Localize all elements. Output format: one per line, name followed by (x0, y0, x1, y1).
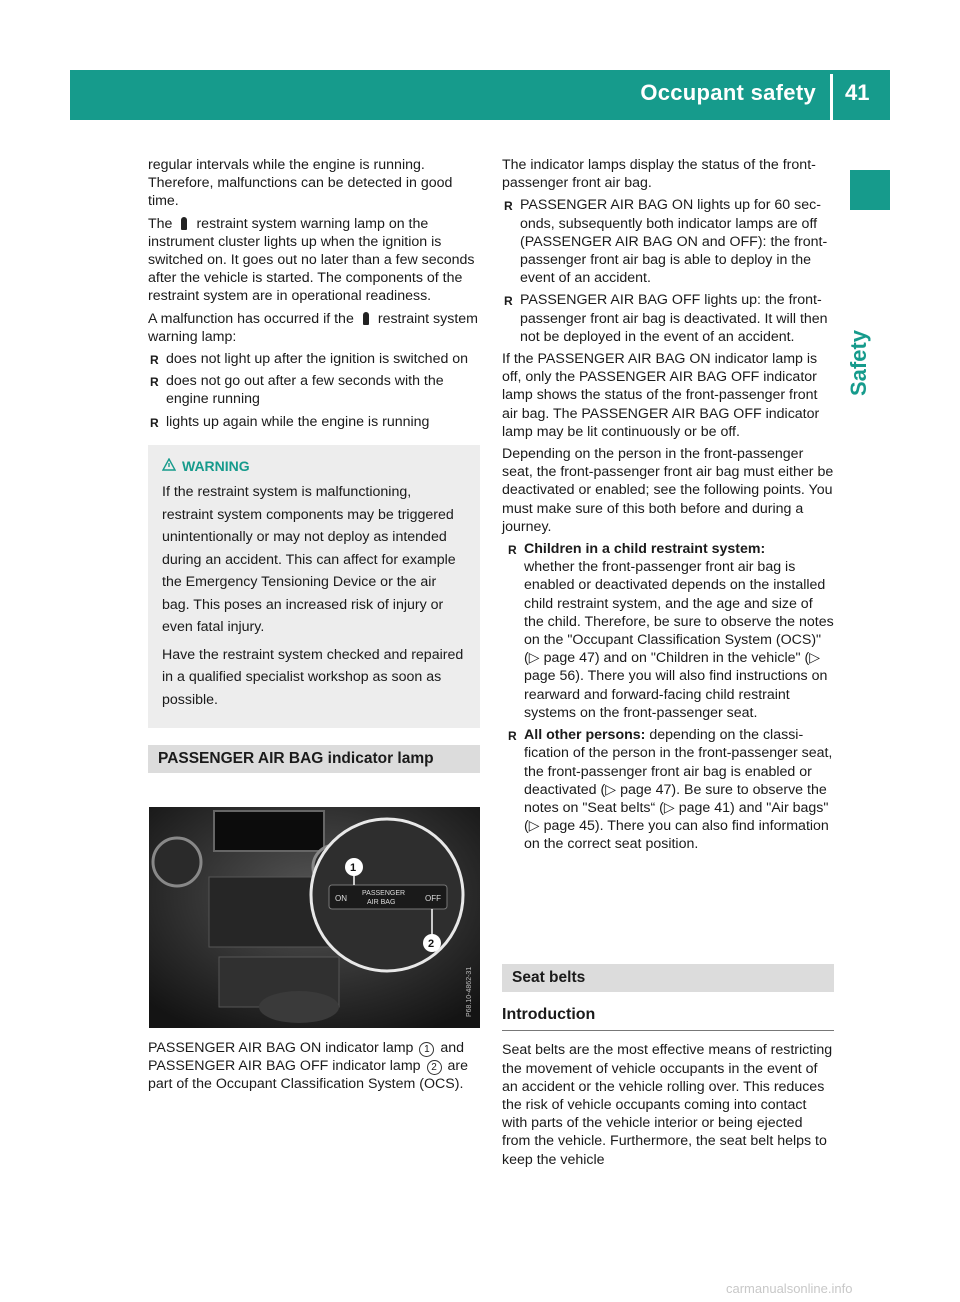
caption-text (148, 1039, 480, 1094)
list-item-title: Children in a child restraint system: (524, 541, 766, 558)
warning-box (148, 445, 480, 728)
watermark: carmanualsonline.info (726, 1281, 853, 1296)
text: PASSENGER AIR BAG ON indicator lamp (148, 1040, 414, 1056)
warning-text: If the restraint system is malfunctioning, restraint system components may be triggered unintentionally or may not deploy as intended during an accident. This can affect for example the Emergency Tensioning Device or the air bag. This poses an increased risk of injury or even fatal injury. (162, 484, 456, 636)
list-item: R does not go out after a few seconds with the engine running (148, 372, 480, 408)
callout-1: 1 (350, 862, 357, 874)
header-bar (70, 70, 890, 120)
side-tab (846, 329, 886, 397)
callout-ref-1: 1 (419, 1042, 434, 1057)
list-item: R PASSENGER AIR BAG ON lights up for 60 seconds, subsequently both indicator lamps are off (PASSENGER AIR BAG ON and OFF): the front-passenger front air bag is able to deploy in the event of an accident. (502, 196, 834, 287)
list-item-title: All other persons: (524, 727, 646, 744)
warning-title: WARNING (182, 457, 250, 474)
list-item (506, 726, 834, 853)
paragraph: The indicator lamps display the status of the front-passenger front air bag. (502, 157, 816, 192)
list-item: R PASSENGER AIR BAG OFF lights up: the front-passenger front air bag is deactivated. It will then not be deployed in the event of an accident. (502, 291, 834, 346)
dashboard-photo (149, 807, 480, 1028)
paragraph: Depending on the person in the front-passenger seat, the front-passenger front air bag must either be deactivated or enabled; see the following points. You must make sure of this both before and during a journey. (502, 446, 834, 535)
side-marker (850, 170, 890, 210)
photo-code: P68.10-4862-31 (466, 966, 473, 1017)
side-tab-label: Safety (846, 329, 872, 397)
panel-off-label: OFF (425, 894, 441, 903)
left-section (148, 745, 480, 773)
list-item: R does not light up after the ignition is switched on (148, 350, 480, 368)
panel-text-1: PASSENGER (362, 890, 406, 897)
text: A malfunction has occurred if the (148, 310, 354, 327)
list-item-text: whether the front-passenger front air bag is enabled or deactivated depends on the installed child restraint system, and the age and size of the child. Therefore, be sure to observe the notes on the "Occupant Classification System (OCS)" (▷ page 47) and on "Children in the vehicle" (▷ page 56). There you will also find instructions on rearward and forward-facing child restraint systems on the front-passenger seat. (524, 559, 834, 721)
text: restraint system warning lamp: (148, 310, 478, 345)
list-item (506, 540, 834, 722)
panel-text-2: AIR BAG (367, 899, 396, 906)
seat-belts-section (502, 964, 834, 1173)
paragraph: If the PASSENGER AIR BAG ON indicator lamp is off, only the PASSENGER AIR BAG OFF indicator lamp shows the status of the front-passenger front air bag. The PASSENGER AIR BAG OFF indicator lamp may be lit continuously or be off. (502, 351, 820, 440)
warning-heading (162, 457, 466, 475)
header-separator (830, 74, 833, 120)
warning-triangle-icon (162, 457, 176, 475)
warning-text: Have the restraint system checked and repaired in a qualified specialist workshop as soon as possible. (162, 646, 464, 708)
page-number: 41 (845, 80, 870, 105)
callout-ref-2: 2 (427, 1060, 442, 1075)
paragraph: regular intervals while the engine is running. Therefore, malfunctions can be detected in good time. (148, 157, 453, 210)
left-column (148, 156, 480, 728)
paragraph (148, 215, 480, 306)
text: and PASSENGER AIR BAG OFF indicator lamp (148, 1040, 465, 1075)
panel-on-label: ON (335, 894, 347, 903)
section-heading: PASSENGER AIR BAG indicator lamp (148, 745, 480, 773)
section-heading: Seat belts (502, 964, 834, 992)
list-item-text: depending on the classification of the person in the front-passenger seat, the front-passenger front air bag is enabled or deactivated (▷ page 47). Be sure to observe the notes on "Seat belts“ (▷ page 41) and "Air bags" (▷ page 45). There you can also find information on the correct seat position. (524, 727, 833, 853)
text: The (148, 215, 173, 232)
right-column (502, 156, 834, 858)
restraint-warning-icon (176, 217, 192, 230)
chapter-title: Occupant safety (640, 80, 816, 105)
photo-caption (148, 1039, 480, 1098)
paragraph: Seat belts are the most effective means of restricting the movement of vehicle occupants in the event of an accident or the vehicle rolling over. This reduces the risk of vehicle occupants coming into contact with parts of the vehicle interior or being ejected from the vehicle. Furthermore, the seat belt helps to keep the vehicle (502, 1042, 833, 1168)
dashboard-illustration (149, 807, 480, 1028)
callout-2: 2 (428, 938, 435, 950)
text: are part of the Occupant Classification System (OCS). (148, 1058, 468, 1093)
restraint-warning-icon (358, 312, 374, 325)
subsection-heading: Introduction (502, 1002, 834, 1031)
paragraph (148, 310, 480, 346)
list-item: R lights up again while the engine is running (148, 413, 480, 431)
text: restraint system warning lamp on the instrument cluster lights up when the ignition is switched on. It goes out no later than a few seconds after the vehicle is started. The components of the restraint system are in operational readiness. (148, 215, 475, 305)
